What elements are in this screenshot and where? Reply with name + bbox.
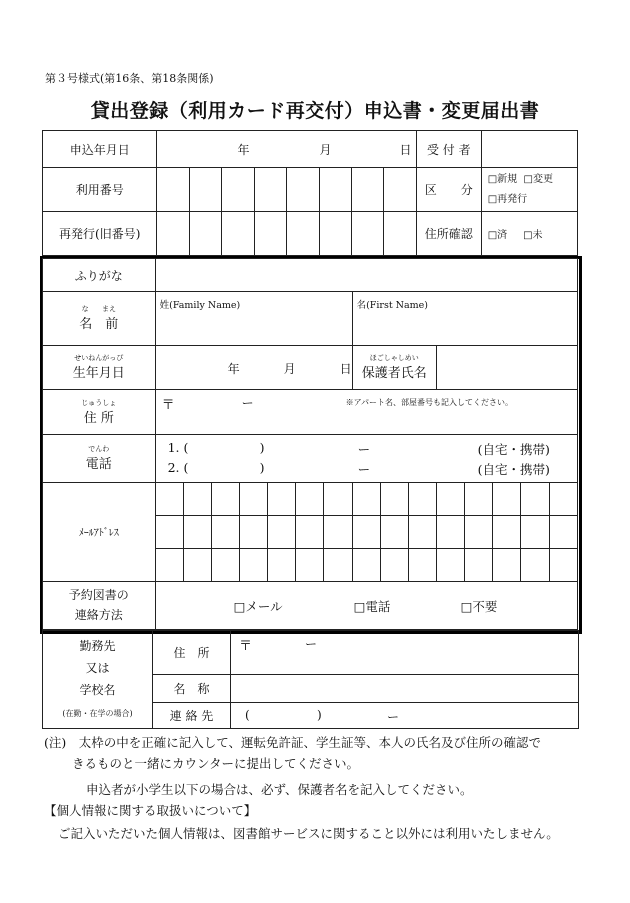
email-cell[interactable] — [324, 515, 352, 548]
old-number-digit-7[interactable] — [352, 212, 384, 256]
email-cell[interactable] — [465, 515, 493, 548]
email-cell[interactable] — [183, 515, 211, 548]
phone1-prefix: 1. ( — [167, 439, 189, 455]
contact-phone-checkbox[interactable]: □電話 — [353, 599, 391, 615]
old-number-digit-4[interactable] — [254, 212, 286, 256]
kubun-label: 区 分 — [416, 168, 481, 212]
phone2-paren-close: ) — [259, 459, 265, 475]
user-number-digit-8[interactable] — [384, 168, 416, 212]
opt-change-checkbox[interactable]: □変更 — [523, 173, 553, 185]
email-cell[interactable] — [437, 482, 465, 515]
furigana-label: ふりがな — [43, 259, 156, 292]
workplace-name-label: 名 称 — [153, 675, 231, 703]
opt-reissue-checkbox[interactable]: □再発行 — [487, 193, 528, 205]
user-number-label: 利用番号 — [43, 168, 157, 212]
workplace-paren-open: ( — [245, 707, 250, 722]
email-cell[interactable] — [183, 548, 211, 581]
email-cell[interactable] — [465, 482, 493, 515]
email-cell[interactable] — [155, 482, 183, 515]
address-ruby: じゅうしょ — [81, 398, 117, 407]
birth-label-cell — [43, 346, 156, 390]
year-label: 年 — [237, 143, 250, 157]
email-cell[interactable] — [437, 548, 465, 581]
email-cell[interactable] — [296, 548, 324, 581]
guardian-field[interactable] — [437, 346, 578, 390]
email-cell[interactable] — [493, 482, 521, 515]
email-cell[interactable] — [549, 515, 577, 548]
address-check-options — [481, 212, 577, 256]
email-cell[interactable] — [211, 548, 239, 581]
page-title: 貸出登録（利用カード再交付）申込書・変更届出書 — [90, 100, 540, 122]
office-table — [42, 130, 578, 256]
email-cell[interactable] — [521, 515, 549, 548]
address-note: ※アパート名、部屋番号も記入してください。 — [345, 398, 513, 408]
guardian-label: 保護者氏名 — [361, 366, 427, 382]
user-number-digit-3[interactable] — [222, 168, 254, 212]
email-cell[interactable] — [352, 515, 380, 548]
workplace-contact-field[interactable] — [231, 703, 579, 729]
workplace-postal-mark: 〒 — [239, 639, 253, 654]
phone2-dash: ー — [357, 461, 371, 477]
email-cell[interactable] — [268, 548, 296, 581]
email-cell[interactable] — [240, 548, 268, 581]
email-cell[interactable] — [268, 482, 296, 515]
email-cell[interactable] — [521, 548, 549, 581]
phone2-home-mobile: (自宅・携帯) — [477, 461, 550, 477]
address-check-label: 住所確認 — [416, 212, 481, 256]
phone-label: 電話 — [85, 457, 112, 472]
email-cell[interactable] — [549, 548, 577, 581]
birth-label: 生年月日 — [72, 366, 125, 382]
workplace-label-3: 学校名 — [79, 682, 116, 697]
receiver-field[interactable] — [481, 131, 577, 168]
contact-none-checkbox[interactable]: □不要 — [460, 599, 498, 615]
phone1-home-mobile: (自宅・携帯) — [477, 441, 550, 457]
email-cell[interactable] — [211, 482, 239, 515]
phone-ruby: でんわ — [88, 445, 110, 453]
email-cell[interactable] — [549, 482, 577, 515]
user-number-digit-2[interactable] — [189, 168, 221, 212]
birth-year-label: 年 — [227, 361, 240, 376]
email-cell[interactable] — [268, 515, 296, 548]
guardian-label-cell — [352, 346, 436, 390]
email-cell[interactable] — [296, 482, 324, 515]
old-number-digit-8[interactable] — [384, 212, 416, 256]
user-number-digit-4[interactable] — [254, 168, 286, 212]
birth-field[interactable] — [155, 346, 352, 390]
workplace-paren-close: ) — [317, 707, 322, 722]
email-cell[interactable] — [408, 515, 436, 548]
privacy-text: ご記入いただいた個人情報は、図書館サービスに関すること以外には利用いたしません。 — [58, 826, 559, 841]
reissue-old-label: 再発行(旧番号) — [43, 212, 157, 256]
email-cell[interactable] — [352, 548, 380, 581]
opt-not-checkbox[interactable]: □未 — [523, 230, 543, 241]
email-cell[interactable] — [493, 515, 521, 548]
phone2-prefix: 2. ( — [167, 459, 189, 475]
email-cell[interactable] — [465, 548, 493, 581]
workplace-address-field[interactable] — [231, 631, 579, 675]
workplace-postal-dash: ー — [305, 637, 318, 651]
privacy-heading: 【個人情報に関する取扱いについて】 — [44, 803, 257, 818]
phone1-paren-close: ) — [259, 439, 265, 455]
first-name-label: 名(First Name) — [356, 300, 428, 312]
user-number-digit-5[interactable] — [287, 168, 319, 212]
name-ruby-na: な — [81, 305, 89, 314]
workplace-label-2: 又は — [85, 660, 110, 675]
apply-date-label: 申込年月日 — [43, 131, 157, 168]
email-label: ﾒｰﾙｱﾄﾞﾚｽ — [43, 482, 156, 581]
old-number-digit-6[interactable] — [319, 212, 351, 256]
name-ruby-mae: まえ — [101, 305, 116, 314]
name-label-cell — [43, 292, 156, 346]
guardian-ruby: ほごしゃしめい — [369, 354, 419, 363]
first-name-field[interactable] — [352, 292, 577, 346]
main-box — [40, 256, 582, 634]
contact-label-2: 連絡方法 — [74, 608, 123, 623]
email-cell[interactable] — [296, 515, 324, 548]
phone1-dash: ー — [357, 441, 371, 457]
contact-method-options — [155, 581, 577, 629]
apply-date-field[interactable] — [157, 131, 416, 168]
workplace-address-label: 住 所 — [153, 631, 231, 675]
address-label: 住 所 — [83, 410, 114, 426]
workplace-contact-dash: ー — [387, 709, 400, 724]
birth-ruby: せいねんがっぴ — [74, 354, 124, 363]
note-line-3: 申込者が小学生以下の場合は、必ず、保護者名を記入してください。 — [86, 782, 473, 797]
old-number-digit-1[interactable] — [157, 212, 189, 256]
note-line-1: (注) 太枠の中を正確に記入して、運転免許証、学生証等、本人の氏名及び住所の確認で — [44, 735, 542, 750]
contact-method-label — [43, 581, 156, 629]
email-cell[interactable] — [437, 515, 465, 548]
old-number-digit-2[interactable] — [189, 212, 221, 256]
receiver-label: 受 付 者 — [416, 131, 481, 168]
opt-done-checkbox[interactable]: □済 — [487, 230, 508, 241]
email-cell[interactable] — [380, 548, 408, 581]
user-number-digit-6[interactable] — [319, 168, 351, 212]
old-number-digit-3[interactable] — [222, 212, 254, 256]
family-name-label: 姓(Family Name) — [159, 300, 241, 312]
phone-label-cell — [43, 435, 156, 482]
address-label-cell — [43, 390, 156, 435]
user-number-digit-7[interactable] — [352, 168, 384, 212]
name-label: 名 前 — [79, 317, 119, 333]
email-cell[interactable] — [155, 515, 183, 548]
email-cell[interactable] — [183, 482, 211, 515]
note-line-2: きるものと一緒にカウンターに提出してください。 — [72, 756, 360, 771]
workplace-name-field[interactable] — [231, 675, 579, 703]
email-cell[interactable] — [493, 548, 521, 581]
workplace-label-1: 勤務先 — [79, 638, 116, 653]
birth-month-label: 月 — [283, 361, 296, 376]
workplace-label-4: (在勤・在学の場合) — [62, 708, 133, 718]
email-cell[interactable] — [408, 482, 436, 515]
old-number-digit-5[interactable] — [287, 212, 319, 256]
postal-mark: 〒 — [161, 398, 175, 414]
address-field[interactable] — [155, 390, 577, 435]
form-code: 第３号様式(第16条、第18条関係) — [45, 72, 214, 85]
furigana-field[interactable] — [155, 259, 577, 292]
workplace-table — [42, 630, 579, 729]
day-label: 日 — [399, 143, 412, 157]
contact-email-checkbox[interactable]: □メール — [233, 599, 283, 615]
postal-dash: ー — [241, 396, 254, 411]
email-cell[interactable] — [211, 515, 239, 548]
email-cell[interactable] — [240, 515, 268, 548]
workplace-label — [43, 631, 153, 729]
phone-field[interactable] — [155, 435, 577, 482]
email-cell[interactable] — [380, 515, 408, 548]
email-cell[interactable] — [240, 482, 268, 515]
email-cell[interactable] — [324, 548, 352, 581]
family-name-field[interactable] — [155, 292, 352, 346]
email-cell[interactable] — [380, 482, 408, 515]
email-cell[interactable] — [521, 482, 549, 515]
kubun-options — [481, 168, 577, 212]
email-cell[interactable] — [324, 482, 352, 515]
month-label: 月 — [319, 143, 332, 157]
contact-label-1: 予約図書の — [68, 588, 129, 603]
workplace-contact-label: 連 絡 先 — [153, 703, 231, 729]
email-cell[interactable] — [155, 548, 183, 581]
email-cell[interactable] — [408, 548, 436, 581]
user-number-digit-1[interactable] — [157, 168, 189, 212]
email-cell[interactable] — [352, 482, 380, 515]
birth-day-label: 日 — [339, 361, 352, 376]
opt-new-checkbox[interactable]: □新規 — [487, 173, 518, 185]
